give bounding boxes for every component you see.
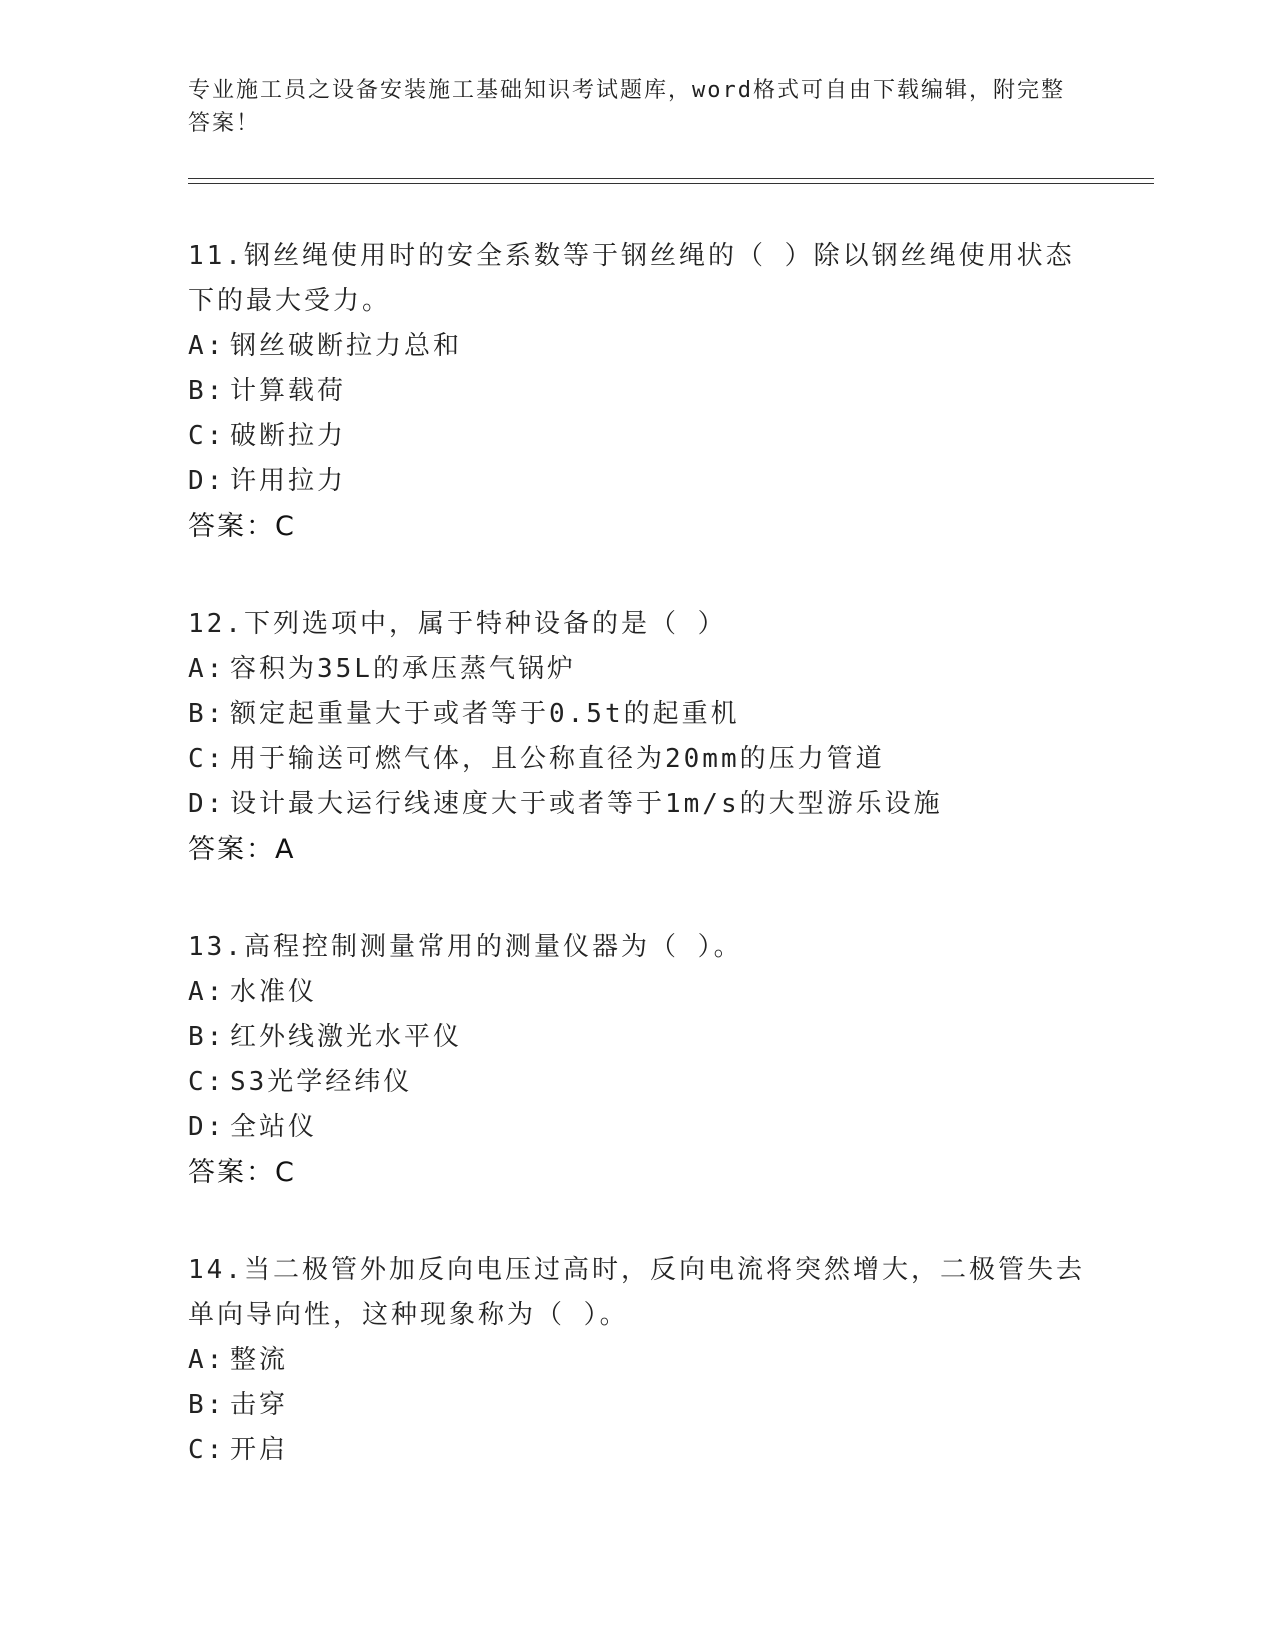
- question-list: [188, 234, 1088, 1525]
- option-key: C:: [188, 1435, 226, 1465]
- option-text: 整流: [230, 1345, 289, 1375]
- option-d: [188, 459, 1088, 504]
- option-key: D:: [188, 466, 226, 496]
- option-c: [188, 737, 1088, 782]
- option-a: [188, 970, 1088, 1015]
- option-key: A:: [188, 331, 226, 361]
- question-13: [188, 925, 1088, 1196]
- question-stem: 14.当二极管外加反向电压过高时，反向电流将突然增大，二极管失去单向导向性，这种现象称为（ ）。: [188, 1255, 1085, 1330]
- option-text: 开启: [230, 1435, 289, 1465]
- option-key: A:: [188, 654, 226, 684]
- option-text: 设计最大运行线速度大于或者等于1m/s的大型游乐设施: [230, 789, 943, 819]
- option-text: 水准仪: [230, 977, 318, 1007]
- option-text: 计算载荷: [230, 376, 347, 406]
- option-key: D:: [188, 789, 226, 819]
- document-header: [188, 74, 1068, 140]
- question-stem: 13.高程控制测量常用的测量仪器为（ ）。: [188, 932, 743, 962]
- question-12: [188, 602, 1088, 873]
- answer-line: 答案：A: [188, 834, 296, 865]
- question-stem: 11.钢丝绳使用时的安全系数等于钢丝绳的（ ）除以钢丝绳使用状态下的最大受力。: [188, 241, 1075, 316]
- question-14: [188, 1248, 1088, 1473]
- option-a: [188, 324, 1088, 369]
- option-text: 用于输送可燃气体，且公称直径为20mm的压力管道: [230, 744, 885, 774]
- option-text: 红外线激光水平仪: [230, 1022, 463, 1052]
- option-a: [188, 1338, 1088, 1383]
- option-b: [188, 692, 1088, 737]
- option-text: 容积为35L的承压蒸气锅炉: [230, 654, 576, 684]
- option-text: 钢丝破断拉力总和: [230, 331, 463, 361]
- option-b: [188, 1383, 1088, 1428]
- answer-line: 答案：C: [188, 1157, 296, 1188]
- option-d: [188, 782, 1088, 827]
- header-title: 专业施工员之设备安装施工基础知识考试题库，word格式可自由下载编辑，附完整答案！: [188, 78, 1065, 136]
- answer-line: 答案：C: [188, 511, 296, 542]
- option-key: B:: [188, 1390, 226, 1420]
- option-c: [188, 1428, 1088, 1473]
- header-divider-line: [188, 178, 1154, 179]
- option-key: B:: [188, 1022, 226, 1052]
- option-b: [188, 369, 1088, 414]
- option-text: 额定起重量大于或者等于0.5t的起重机: [230, 699, 740, 729]
- option-text: S3光学经纬仪: [230, 1067, 413, 1097]
- option-b: [188, 1015, 1088, 1060]
- option-text: 许用拉力: [230, 466, 347, 496]
- question-11: [188, 234, 1088, 550]
- option-a: [188, 647, 1088, 692]
- option-key: A:: [188, 1345, 226, 1375]
- header-divider-line-second: [188, 183, 1154, 184]
- option-key: D:: [188, 1112, 226, 1142]
- option-c: [188, 414, 1088, 459]
- option-text: 破断拉力: [230, 421, 347, 451]
- option-key: C:: [188, 1067, 226, 1097]
- question-stem: 12.下列选项中，属于特种设备的是（ ）: [188, 609, 727, 639]
- option-c: [188, 1060, 1088, 1105]
- option-key: B:: [188, 699, 226, 729]
- option-text: 全站仪: [230, 1112, 318, 1142]
- option-key: C:: [188, 421, 226, 451]
- option-d: [188, 1105, 1088, 1150]
- option-text: 击穿: [230, 1390, 289, 1420]
- option-key: B:: [188, 376, 226, 406]
- option-key: C:: [188, 744, 226, 774]
- option-key: A:: [188, 977, 226, 1007]
